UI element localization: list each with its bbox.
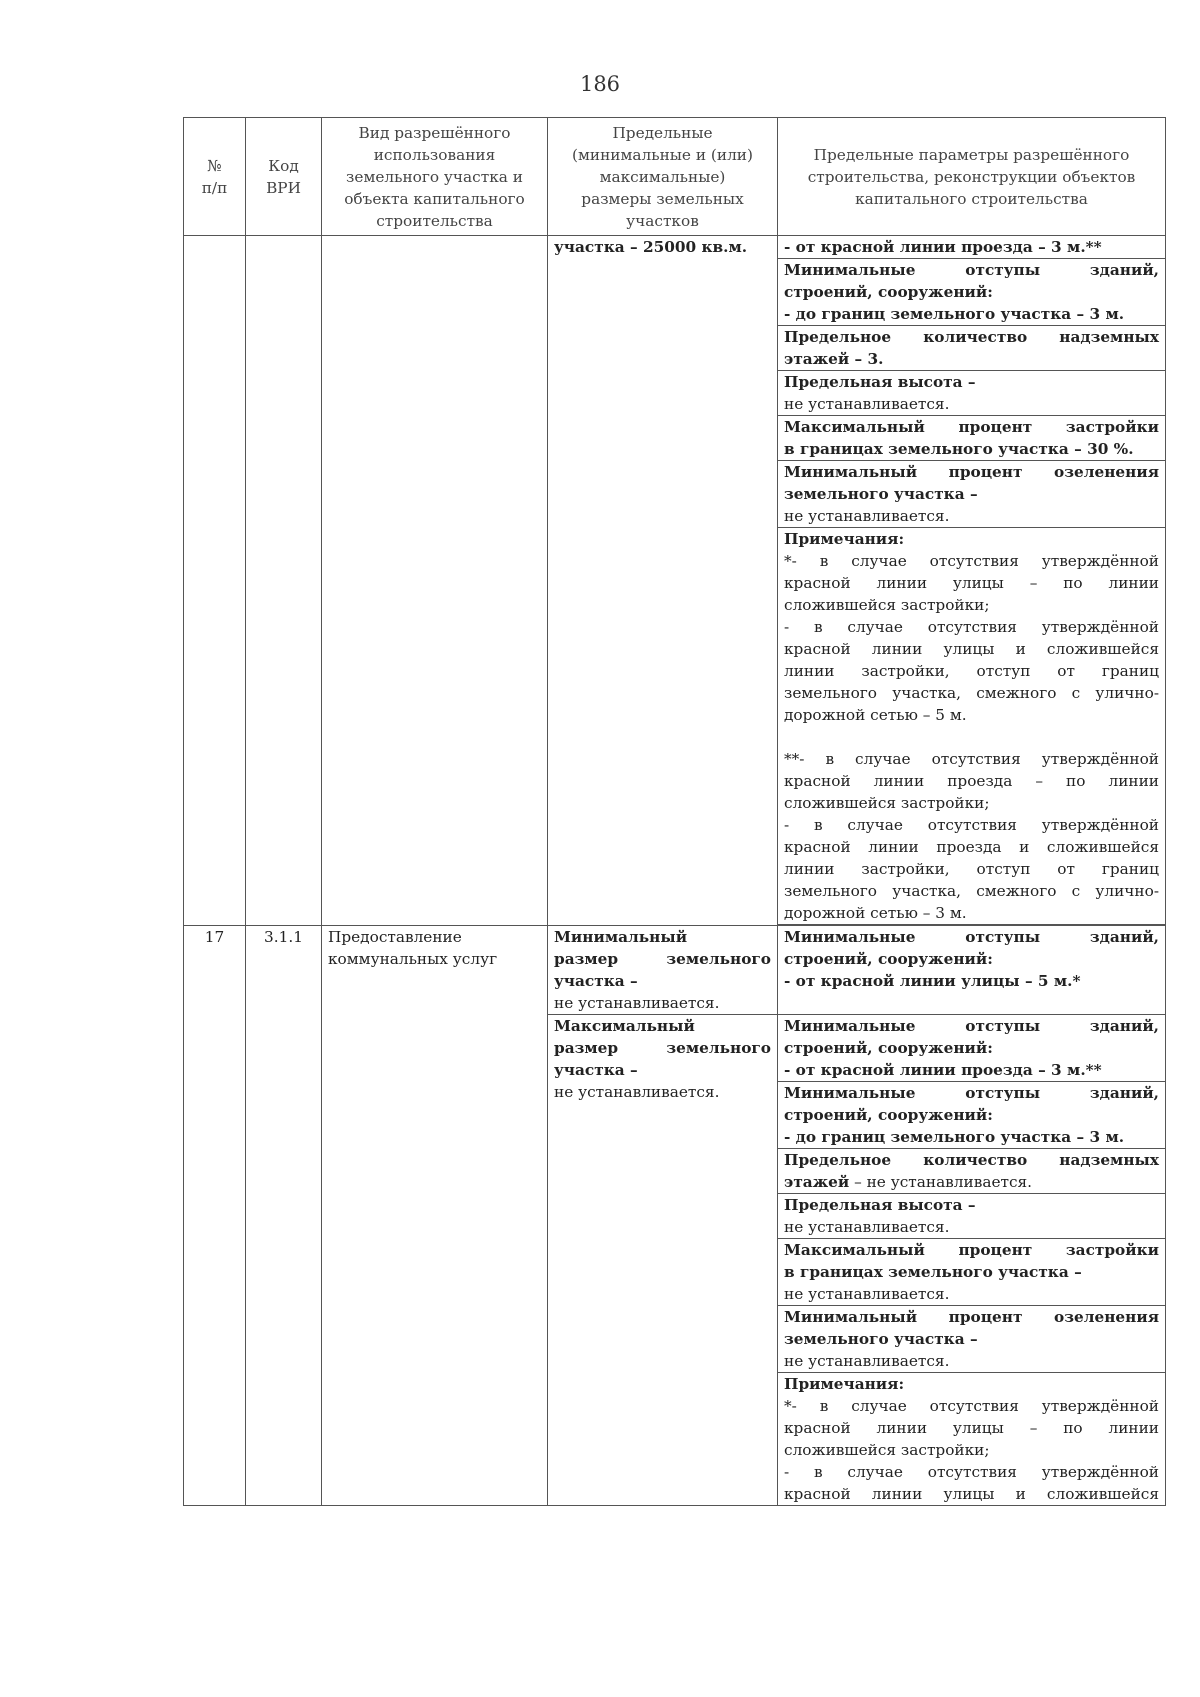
header-kind: Вид разрешённого использования земельного участка и объекта капитального строительства bbox=[322, 118, 548, 236]
row17-param-5: Предельная высота – не устанавливается. bbox=[778, 1194, 1166, 1239]
row17-param-4: Предельное количество надземных этажей – не устанавливается. bbox=[778, 1149, 1166, 1194]
page-number: 186 bbox=[579, 72, 621, 96]
header-params: Предельные параметры разрешённого строительства, реконструкции объектов капитального строительства bbox=[778, 118, 1166, 236]
regulations-table bbox=[183, 117, 1166, 1506]
row17-param-3: Минимальные отступы зданий, строений, сооружений: - до границ земельного участка – 3 м. bbox=[778, 1082, 1166, 1149]
notes-title: Примечания: bbox=[784, 530, 905, 548]
notes-title: Примечания: bbox=[784, 1375, 905, 1393]
cont-param-1: - от красной линии проезда – 3 м.** bbox=[778, 236, 1166, 259]
header-num: № п/п bbox=[184, 118, 246, 236]
cont-kind-cell bbox=[322, 236, 548, 926]
cont-param-6: Минимальный процент озеленения земельного участка – не устанавливается. bbox=[778, 461, 1166, 528]
row17-param-6: Максимальный процент застройки в границах земельного участка – не устанавливается. bbox=[778, 1239, 1166, 1306]
row17-num: 17 bbox=[184, 926, 246, 1506]
row-17 bbox=[184, 926, 1166, 1015]
cont-param-3: Предельное количество надземных этажей – 3. bbox=[778, 326, 1166, 371]
cont-code-cell bbox=[246, 236, 322, 926]
continuation-row bbox=[184, 236, 1166, 259]
row17-kind: Предоставление коммунальных услуг bbox=[322, 926, 548, 1506]
row17-param-2: Минимальные отступы зданий, строений, сооружений: - от красной линии проезда – 3 м.** bbox=[778, 1015, 1166, 1082]
row17-param-7: Минимальный процент озеленения земельного участка – не устанавливается. bbox=[778, 1306, 1166, 1373]
row17-max-size: Максимальный размер земельного участка – не устанавливается. bbox=[548, 1015, 778, 1506]
cont-param-5: Максимальный процент застройки в границах земельного участка – 30 %. bbox=[778, 416, 1166, 461]
cont-size-cell bbox=[548, 236, 778, 926]
cont-notes: Примечания: *- в случае отсутствия утверждённой красной линии улицы – по линии сложившейся застройки; - в случае отсутствия утверждённой красной линии улицы и сложившейся линии застройки, отступ от границ земельного участка, смежного с улично- дорожной сетью – 5 м. **- в случае отсутствия утверждённой красной линии проезда – по линии сложившейся застройки; - в случае отсутствия утверждённой красной линии проезда и сложившейся линии застройки, отступ от границ земельного участка, смежного с улично- дорожной сетью – 3 м. bbox=[778, 528, 1166, 925]
header-sizes: Предельные (минимальные и (или) максимальные) размеры земельных участков bbox=[548, 118, 778, 236]
cont-param-2: Минимальные отступы зданий, строений, сооружений: - до границ земельного участка – 3 м. bbox=[778, 259, 1166, 326]
row17-min-size: Минимальный размер земельного участка – не устанавливается. bbox=[548, 926, 778, 1015]
cont-num-cell bbox=[184, 236, 246, 926]
cont-param-4: Предельная высота – не устанавливается. bbox=[778, 371, 1166, 416]
row17-param-1: Минимальные отступы зданий, строений, сооружений: - от красной линии улицы – 5 м.* bbox=[778, 926, 1166, 1015]
row17-notes: Примечания: *- в случае отсутствия утверждённой красной линии улицы – по линии сложившейся застройки; - в случае отсутствия утверждённой красной линии улицы и сложившейся bbox=[778, 1373, 1166, 1506]
header-row bbox=[184, 118, 1166, 236]
header-code: Код ВРИ bbox=[246, 118, 322, 236]
cont-size-text: участка – 25000 кв.м. bbox=[554, 238, 748, 256]
row17-code: 3.1.1 bbox=[246, 926, 322, 1506]
